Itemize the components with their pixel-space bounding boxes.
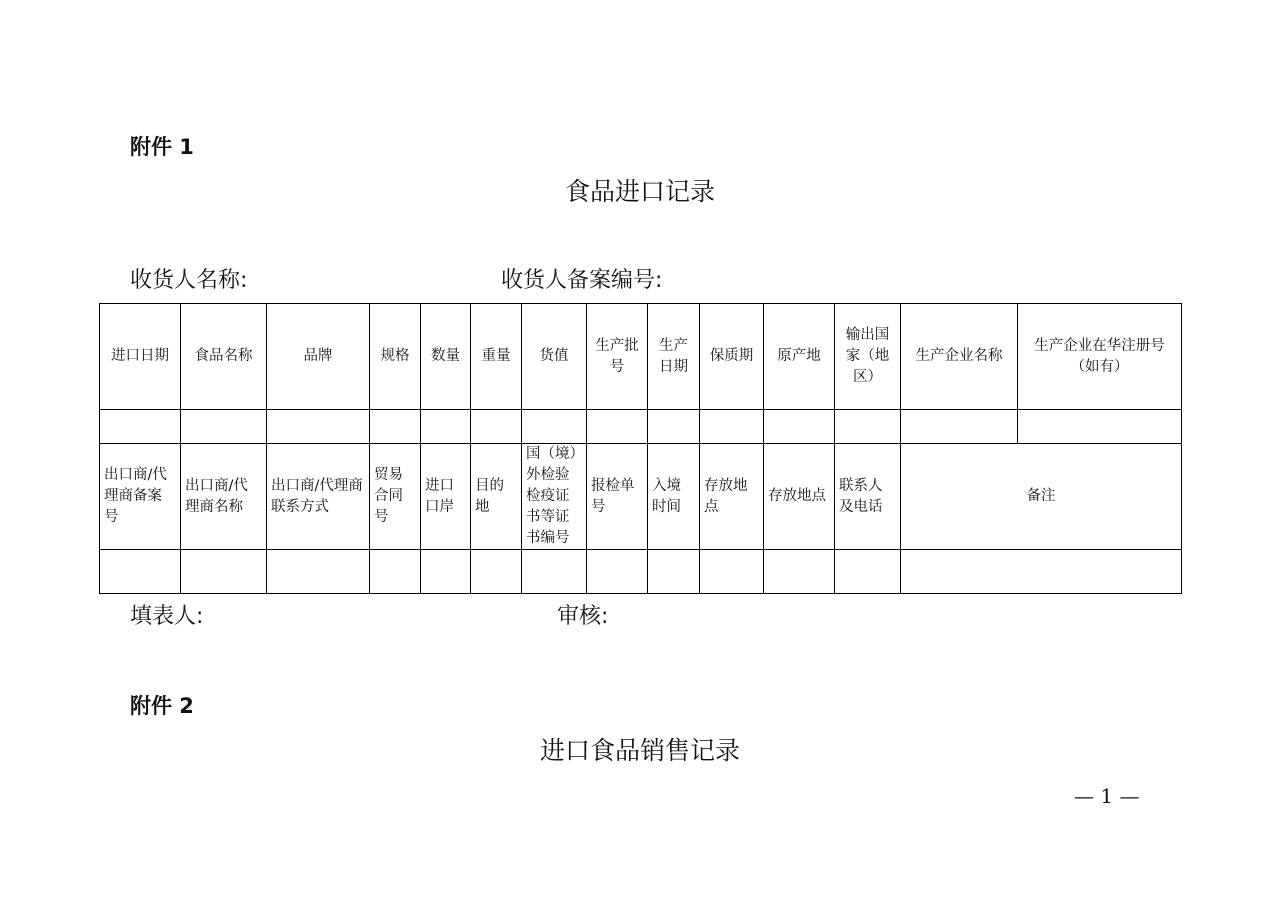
annex-1-label: 附件 1 xyxy=(130,135,194,159)
consignee-record-no-label: 收货人备案编号: xyxy=(501,268,663,293)
header-cell: 贸易合同号 xyxy=(370,444,421,550)
empty-cell[interactable] xyxy=(522,410,587,444)
document-title-2: 进口食品销售记录 xyxy=(539,736,740,765)
header-cell: 联系人及电话 xyxy=(835,444,901,550)
header-cell: 数量 xyxy=(421,304,471,410)
filler-label: 填表人: xyxy=(130,604,204,629)
empty-row xyxy=(100,410,1182,444)
empty-row xyxy=(100,550,1182,594)
header-row-1 xyxy=(100,304,1182,410)
empty-cell[interactable] xyxy=(648,550,700,594)
empty-cell[interactable] xyxy=(587,550,648,594)
empty-cell[interactable] xyxy=(100,410,181,444)
empty-cell[interactable] xyxy=(421,410,471,444)
empty-cell[interactable] xyxy=(471,550,522,594)
header-cell: 原产地 xyxy=(764,304,835,410)
empty-cell[interactable] xyxy=(764,410,835,444)
empty-cell[interactable] xyxy=(370,410,421,444)
header-cell: 存放地点 xyxy=(764,444,835,550)
header-cell: 规格 xyxy=(370,304,421,410)
consignee-name-label: 收货人名称: xyxy=(130,268,248,293)
header-cell: 报检单号 xyxy=(587,444,648,550)
header-cell: 出口商/代理商联系方式 xyxy=(267,444,370,550)
header-cell: 进口日期 xyxy=(100,304,181,410)
header-cell: 输出国家（地区） xyxy=(835,304,901,410)
empty-cell[interactable] xyxy=(421,550,471,594)
empty-cell[interactable] xyxy=(181,410,267,444)
header-cell: 入境时间 xyxy=(648,444,700,550)
page-number: — 1 — xyxy=(1074,784,1140,808)
empty-cell[interactable] xyxy=(267,410,370,444)
empty-cell[interactable] xyxy=(648,410,700,444)
header-cell: 出口商/代理商备案号 xyxy=(100,444,181,550)
empty-cell[interactable] xyxy=(901,410,1018,444)
header-row-2 xyxy=(100,444,1182,550)
header-cell: 生产日期 xyxy=(648,304,700,410)
header-cell: 生产批号 xyxy=(587,304,648,410)
empty-cell[interactable] xyxy=(181,550,267,594)
header-cell: 目的地 xyxy=(471,444,522,550)
annex-2-label: 附件 2 xyxy=(130,694,194,718)
remarks-header-cell: 备注 xyxy=(901,444,1182,550)
header-cell: 生产企业在华注册号（如有） xyxy=(1018,304,1182,410)
header-cell: 国（境）外检验检疫证书等证书编号 xyxy=(522,444,587,550)
empty-cell[interactable] xyxy=(370,550,421,594)
empty-cell[interactable] xyxy=(267,550,370,594)
reviewer-label: 审核: xyxy=(557,604,609,629)
header-cell: 存放地点 xyxy=(700,444,764,550)
header-cell: 生产企业名称 xyxy=(901,304,1018,410)
header-cell: 货值 xyxy=(522,304,587,410)
empty-cell[interactable] xyxy=(700,550,764,594)
empty-cell[interactable] xyxy=(700,410,764,444)
header-cell: 保质期 xyxy=(700,304,764,410)
empty-cell[interactable] xyxy=(587,410,648,444)
header-cell: 重量 xyxy=(471,304,522,410)
empty-cell[interactable] xyxy=(835,410,901,444)
header-cell: 品牌 xyxy=(267,304,370,410)
import-record-table xyxy=(99,303,1182,594)
empty-cell[interactable] xyxy=(471,410,522,444)
document-title-1: 食品进口记录 xyxy=(564,177,715,206)
empty-cell[interactable] xyxy=(522,550,587,594)
empty-cell[interactable] xyxy=(901,550,1182,594)
empty-cell[interactable] xyxy=(835,550,901,594)
header-cell: 出口商/代理商名称 xyxy=(181,444,267,550)
empty-cell[interactable] xyxy=(764,550,835,594)
header-cell: 进口口岸 xyxy=(421,444,471,550)
header-cell: 食品名称 xyxy=(181,304,267,410)
empty-cell[interactable] xyxy=(100,550,181,594)
empty-cell[interactable] xyxy=(1018,410,1182,444)
